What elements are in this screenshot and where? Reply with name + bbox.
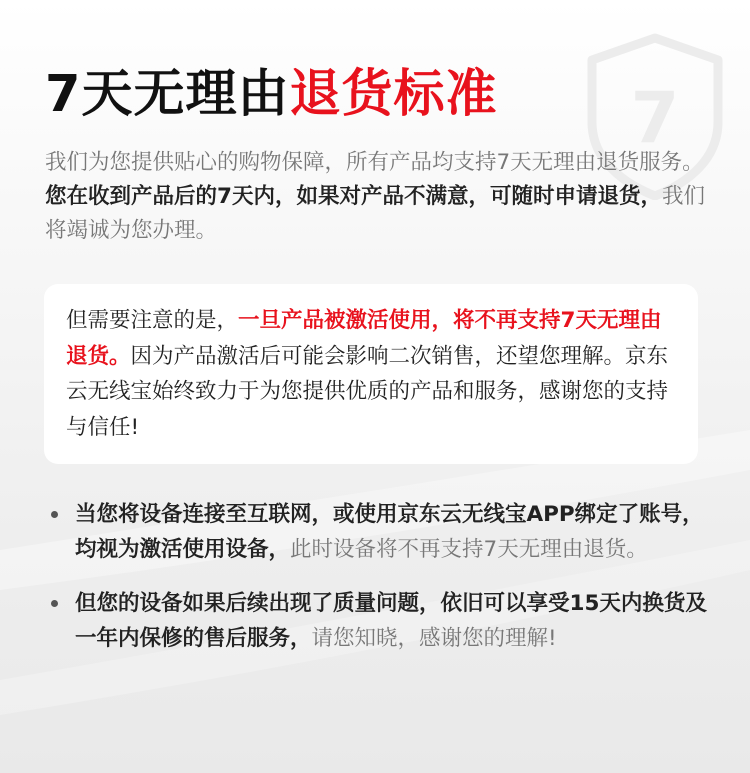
list-item xyxy=(48,497,708,567)
page-title xyxy=(45,52,498,126)
title-highlight: 退货标准 xyxy=(289,65,498,124)
bullet-1-bold: 当您将设备连接至互联网，或使用京东云无线宝APP绑定了账号，均视为激活使用设备， xyxy=(75,502,704,562)
intro-part-3: 我们将竭诚为您办理。 xyxy=(45,184,705,243)
notice-part-1: 但需要注意的是， xyxy=(66,308,239,333)
bullet-dot-icon xyxy=(51,600,58,607)
policy-bullet-list xyxy=(48,497,708,675)
notice-part-3: 因为产品激活后可能会影响二次销售，还望您理解。京东云无线宝始终致力于为您提供优质的产品和服务，感谢您的支持与信任! xyxy=(66,343,669,440)
watermark-number: 7 xyxy=(630,77,680,159)
list-item xyxy=(48,586,708,656)
notice-part-2-highlight: 一旦产品被激活使用，将不再支持7天无理由退货。 xyxy=(66,308,662,369)
notice-text xyxy=(66,303,676,445)
notice-card xyxy=(44,284,698,464)
bullet-1-plain: 此时设备将不再支持7天无理由退货。 xyxy=(290,537,648,562)
bullet-2-plain: 请您知晓，感谢您的理解! xyxy=(311,626,557,651)
bullet-dot-icon xyxy=(51,511,58,518)
intro-paragraph xyxy=(45,146,705,248)
intro-part-2: 您在收到产品后的7天内，如果对产品不满意，可随时申请退货， xyxy=(45,184,662,209)
bullet-2-bold: 但您的设备如果后续出现了质量问题，依旧可以享受15天内换货及一年内保修的售后服务， xyxy=(75,591,707,651)
intro-part-1: 我们为您提供贴心的购物保障，所有产品均支持7天无理由退货服务。 xyxy=(45,150,704,175)
title-plain: 7天无理由 xyxy=(45,65,290,124)
